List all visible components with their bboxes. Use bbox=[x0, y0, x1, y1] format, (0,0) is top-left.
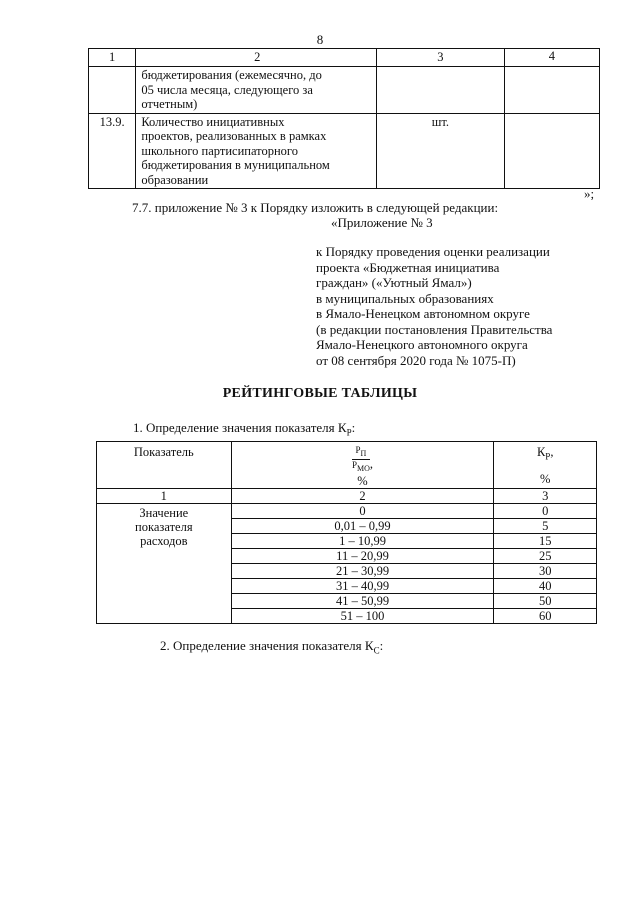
numerator-subscript: П bbox=[360, 448, 367, 458]
address-line: проекта «Бюджетная инициатива bbox=[316, 259, 500, 275]
rating-table bbox=[96, 441, 597, 624]
ratio-denominator bbox=[352, 460, 370, 474]
denominator-base: Р bbox=[351, 459, 357, 470]
value-cell: 60 bbox=[494, 608, 597, 623]
row-unit-cell bbox=[377, 67, 505, 114]
header-cell: 2 bbox=[136, 49, 377, 67]
description-line: отчетным) bbox=[141, 97, 198, 111]
coefficient-base: К bbox=[536, 445, 546, 459]
section-1-title bbox=[133, 420, 355, 438]
value-cell: 50 bbox=[494, 593, 597, 608]
description-line: школьного партисипаторного bbox=[141, 143, 298, 158]
row-unit-cell: шт. bbox=[377, 113, 505, 189]
description-line: образовании bbox=[141, 172, 209, 187]
row-number-cell bbox=[89, 67, 136, 114]
range-cell: 21 – 30,99 bbox=[231, 563, 494, 578]
section-1-text: 1. Определение значения показателя К bbox=[133, 420, 347, 435]
header-cell: 3 bbox=[377, 49, 505, 67]
address-line: к Порядку проведения оценки реализации bbox=[316, 244, 550, 259]
index-cell: 2 bbox=[231, 488, 494, 503]
range-cell: 0,01 – 0,99 bbox=[231, 518, 494, 533]
ratio-comma: , bbox=[369, 456, 374, 471]
coefficient-label bbox=[494, 445, 596, 464]
index-row bbox=[97, 488, 597, 503]
section-heading: РЕЙТИНГОВЫЕ ТАБЛИЦЫ bbox=[222, 386, 418, 401]
description-line: 05 числа месяца, следующего за bbox=[141, 82, 313, 97]
appendix-title: «Приложение № 3 bbox=[331, 215, 433, 230]
address-line: Ямало-Ненецкого автономного округа bbox=[316, 337, 528, 352]
index-cell: 1 bbox=[97, 488, 232, 503]
section-2-text: 2. Определение значения показателя К bbox=[160, 638, 374, 653]
indicator-label-line: расходов bbox=[140, 533, 188, 548]
description-line: проектов, реализованных в рамках bbox=[141, 129, 327, 143]
section-2-subscript: С bbox=[373, 645, 380, 656]
indicator-label bbox=[97, 503, 232, 623]
address-line: в Ямало-Ненецком автономном округе bbox=[316, 306, 530, 321]
appendix-address-block bbox=[316, 244, 552, 368]
address-line: в муниципальных образованиях bbox=[316, 290, 494, 306]
header-indicator: Показатель bbox=[97, 442, 232, 489]
section-1-suffix: : bbox=[351, 420, 356, 435]
row-number-cell: 13.9. bbox=[89, 113, 136, 189]
section-2-title bbox=[160, 638, 383, 656]
header-coefficient bbox=[494, 442, 597, 489]
table-row bbox=[89, 67, 600, 114]
indicator-label-line: показателя bbox=[135, 519, 193, 534]
row-value-cell bbox=[504, 113, 599, 189]
indicators-table-continuation bbox=[88, 48, 600, 189]
table-row bbox=[97, 503, 597, 518]
range-cell: 11 – 20,99 bbox=[231, 548, 494, 563]
ratio-numerator bbox=[352, 445, 370, 460]
header-cell: 1 bbox=[89, 49, 136, 67]
denominator-subscript: МО bbox=[357, 463, 370, 473]
coefficient-subscript: Р bbox=[545, 451, 551, 462]
ratio-unit: % bbox=[357, 473, 368, 488]
coefficient-comma: , bbox=[550, 445, 554, 459]
range-cell: 0 bbox=[231, 503, 494, 518]
description-line: бюджетирования (ежемесячно, до bbox=[141, 68, 322, 82]
header-cell: 4 bbox=[504, 49, 599, 67]
header-ratio bbox=[231, 442, 494, 489]
index-cell: 3 bbox=[494, 488, 597, 503]
numerator-base: Р bbox=[355, 445, 361, 455]
closing-quote: »; bbox=[584, 186, 595, 201]
range-cell: 51 – 100 bbox=[231, 608, 494, 623]
value-cell: 40 bbox=[494, 578, 597, 593]
page-number: 8 bbox=[316, 32, 324, 47]
address-line: (в редакции постановления Правительства bbox=[316, 321, 553, 337]
address-line: от 08 сентября 2020 года № 1075-П) bbox=[316, 352, 516, 368]
value-cell: 25 bbox=[494, 548, 597, 563]
description-line: Количество инициативных bbox=[141, 114, 285, 129]
value-cell: 15 bbox=[494, 533, 597, 548]
range-cell: 41 – 50,99 bbox=[231, 593, 494, 608]
address-line: граждан» («Уютный Ямал») bbox=[316, 275, 472, 290]
value-cell: 5 bbox=[494, 518, 597, 533]
range-cell: 1 – 10,99 bbox=[231, 533, 494, 548]
table-row bbox=[89, 113, 600, 189]
value-cell: 0 bbox=[494, 503, 597, 518]
section-2-suffix: : bbox=[379, 638, 384, 653]
row-description-cell bbox=[136, 67, 377, 114]
rating-header-row bbox=[97, 442, 597, 489]
indicator-label-line: Значение bbox=[139, 505, 189, 520]
row-description-cell bbox=[136, 113, 377, 189]
table-header-row bbox=[89, 49, 600, 67]
description-line: бюджетирования в муниципальном bbox=[141, 158, 330, 172]
value-cell: 30 bbox=[494, 563, 597, 578]
section-1-subscript: Р bbox=[346, 427, 352, 438]
coefficient-unit: % bbox=[539, 471, 551, 486]
ratio-fraction bbox=[352, 445, 370, 474]
range-cell: 31 – 40,99 bbox=[231, 578, 494, 593]
paragraph-7-7: 7.7. приложение № 3 к Порядку изложить в следующей редакции: bbox=[132, 200, 499, 215]
row-value-cell bbox=[504, 67, 599, 114]
